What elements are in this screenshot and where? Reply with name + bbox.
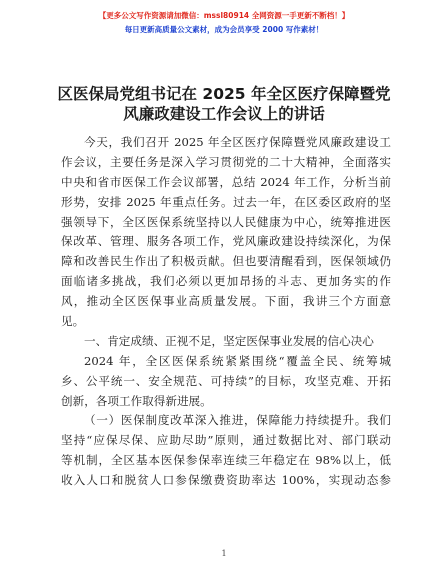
document-body bbox=[61, 133, 391, 491]
body-line: 面临诸多挑战，我们必须以更加昂扬的斗志、更加务实的作 bbox=[61, 274, 391, 289]
page-number: 1 bbox=[221, 549, 227, 558]
body-line: 坚持“应保尽保、应助尽助”原则，通过数据比对、部门联动 bbox=[61, 433, 391, 448]
body-line: 创新，各项工作取得新进展。 bbox=[61, 393, 212, 408]
section-heading: 一、肯定成绩、正视不足，坚定医保事业发展的信心决心 bbox=[84, 333, 374, 348]
document-title-line-2: 风廉政建设工作会议上的讲话 bbox=[123, 105, 325, 123]
body-line: 等机制，全区基本医保参保率连续三年稳定在 98%以上，低 bbox=[61, 453, 391, 468]
body-line: 作会议，主要任务是深入学习贯彻党的二十大精神，全面落实 bbox=[61, 154, 391, 169]
body-line: 保改革、管理、服务各项工作，党风廉政建设持续深化，为保 bbox=[61, 234, 391, 249]
body-line: 中央和省市医保工作会议部署，总结 2024 年工作，分析当前 bbox=[61, 174, 391, 189]
body-line: 障和改善民生作出了积极贡献。但也要清醒看到，医保领域仍 bbox=[61, 254, 391, 269]
body-line: 乡、公平统一、安全规范、可持续”的目标，攻坚克难、开拓 bbox=[61, 373, 391, 388]
body-line: 风，推动全区医保事业高质量发展。下面，我讲三个方面意 bbox=[61, 294, 391, 309]
document-title-line-1: 区医保局党组书记在 2025 年全区医疗保障暨党 bbox=[57, 85, 391, 103]
body-line: 今天，我们召开 2025 年全区医疗保障暨党风廉政建设工 bbox=[84, 135, 391, 149]
body-line: 强领导下，全区医保系统坚持以人民健康为中心，统筹推进医 bbox=[61, 214, 391, 229]
promo-header-line-1: 【更多公文写作资源请加微信：mssl80914 全网资源一手更新不断档！】 bbox=[98, 11, 350, 20]
promo-header bbox=[96, 9, 352, 51]
body-line: 收入人口和脱贫人口参保缴费资助率达 100%，实现动态参 bbox=[61, 473, 391, 488]
body-line: 见。 bbox=[61, 314, 85, 329]
subsection-heading: （一）医保制度改革深入推进，保障能力持续提升。我们 bbox=[84, 413, 391, 428]
promo-header-line-2: 每日更新高质量公文素材，成为会员享受 2000 写作素材！ bbox=[124, 25, 324, 34]
body-line: 形势，安排 2025 年重点任务。过去一年，在区委区政府的坚 bbox=[61, 194, 391, 209]
document-title bbox=[40, 84, 408, 124]
body-line: 2024 年，全区医保系统紧紧围绕“覆盖全民、统筹城 bbox=[84, 353, 391, 368]
